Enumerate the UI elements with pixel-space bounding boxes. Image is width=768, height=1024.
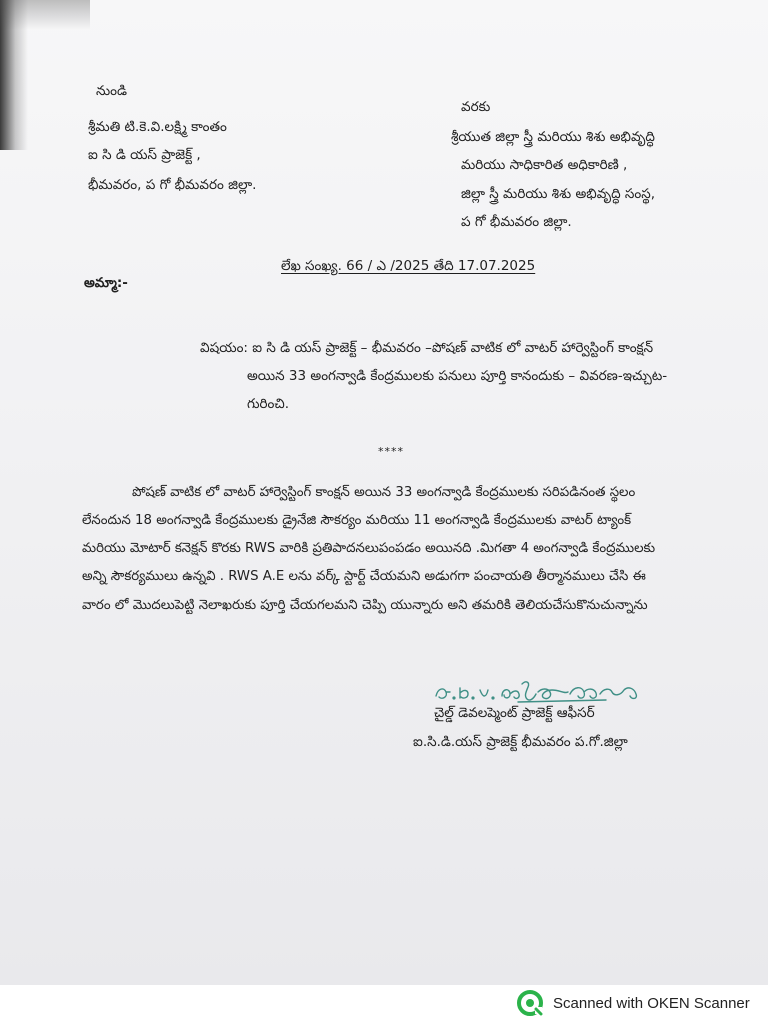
oken-scanner-logo-icon: [517, 990, 543, 1016]
subject-line-3: గురించి.: [247, 396, 290, 412]
to-line-1: శ్రీయుత జిల్లా స్త్రీ మరియు శిశు అభివృద్ధి: [451, 129, 655, 145]
scanner-watermark-text: Scanned with OKEN Scanner: [553, 995, 750, 1012]
letter-reference: లేఖ సంఖ్య. 66 / ఎ /2025 తేది 17.07.2025: [281, 258, 536, 274]
from-name: శ్రీమతి టి.కె.వి.లక్ష్మి కాంతం: [88, 119, 227, 135]
to-heading: వరకు: [461, 99, 491, 115]
body-line-4: అన్ని సౌకర్యములు ఉన్నవి . RWS A.E లను వర్క్ స్టార్ట్ చేయమని అడుగగా పంచాయతి తీర్మానములు చేసి ఈ: [82, 569, 646, 584]
body-line-1: పోషణ్ వాటిక లో వాటర్ హార్వెస్టింగ్ కాంక్షన్ అయిన 33 అంగన్వాడి కేంద్రములకు సరిపడినంత స్థలం: [132, 485, 636, 500]
section-separator: ****: [378, 445, 404, 458]
subject-line-1: విషయం: ఐ సి డి యస్ ప్రాజెక్ట్ – భీమవరం –పోషణ్ వాటిక లో వాటర్ హార్వెస్టింగ్ కాంక్షన్: [200, 340, 654, 356]
from-place: భీమవరం, ప గో భీమవరం జిల్లా.: [88, 177, 257, 193]
to-line-3: జిల్లా స్త్రీ మరియు శిశు అభివృద్ధి సంస్థ,: [461, 186, 655, 202]
subject-line-2: అయిన 33 అంగన్వాడి కేంద్రములకు పనులు పూర్తి కానందుకు – వివరణ-ఇచ్చుట-: [247, 368, 668, 384]
salutation: అమ్మా:-: [84, 275, 128, 291]
body-line-3: మరియు మోటార్ కనెక్షన్ కొరకు RWS వారికి ప్రతిపాదనలుపంపడం అయినది .మిగతా 4 అంగన్వాడి కేంద్రములకు: [82, 541, 656, 556]
page-corner-shadow: [0, 0, 90, 30]
body-line-2: లేనందున 18 అంగన్వాడి కేంద్రములకు డ్రైనేజి సౌకర్యం మరియు 11 అంగన్వాడి కేంద్రములకు వాటర్ ట్యాంక్: [82, 513, 632, 528]
signatory-title: చైల్డ్ డెవలప్మెంట్ ప్రాజెక్ట్ ఆఫీసర్: [434, 705, 595, 721]
scanner-footer: [0, 985, 768, 1024]
body-line-5: వారం లో మొదలుపెట్టి నెలాఖరుకు పూర్తి చేయగలమని చెప్పి యున్నారు అని తమరికి తెలియచేసుకొనుచున్నాను: [82, 598, 648, 613]
to-line-2: మరియు సాధికారిత అధికారిణి ,: [461, 157, 628, 173]
signatory-office: ఐ.సి.డి.యస్ ప్రాజెక్ట్ భీమవరం ప.గో.జిల్లా: [413, 734, 628, 750]
to-line-4: ప గో భీమవరం జిల్లా.: [461, 214, 572, 230]
from-office: ఐ సి డి యస్ ప్రాజెక్ట్ ,: [88, 147, 201, 163]
from-heading: నుండి: [96, 83, 127, 99]
